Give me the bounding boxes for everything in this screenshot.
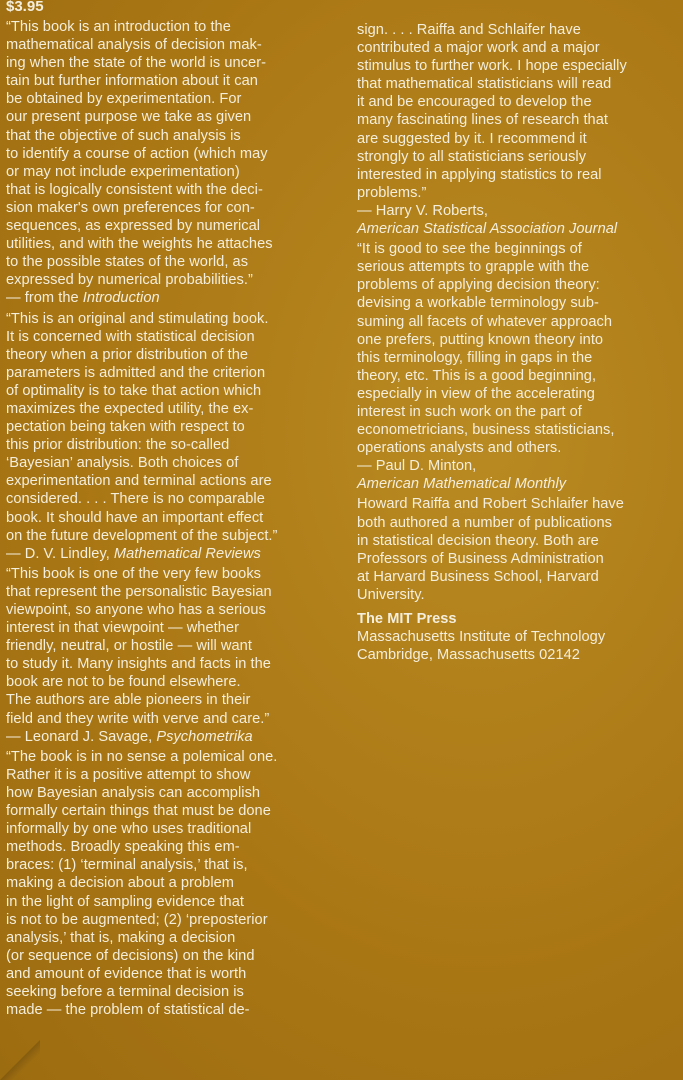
quote-line: “This is an original and stimulating book.: [6, 310, 269, 327]
quote-line: “The book is in no sense a polemical one.: [6, 748, 278, 765]
quote-line: field and they write with verve and care.”: [6, 710, 270, 727]
quote-line: “This book is an introduction to the: [6, 19, 231, 35]
quote-line: contributed a major work and a major: [357, 40, 600, 57]
quote-line: sequences, as expressed by numerical: [6, 218, 261, 235]
quote-line: especially in view of the accelerating: [357, 385, 595, 402]
quote-line: braces: (1) ‘terminal analysis,’ that is,: [6, 857, 248, 874]
quote-line: this prior distribution: the so-called: [6, 437, 230, 454]
quote-line: made — the problem of statistical de-: [6, 1002, 250, 1019]
quote-line: serious attempts to grapple with the: [357, 259, 590, 276]
quote-line: Rather it is a positive attempt to show: [6, 766, 251, 783]
attribution: [357, 202, 683, 220]
attribution-name: — Leonard J. Savage,: [6, 728, 157, 745]
quote-line: pectation being taken with respect to: [6, 419, 245, 436]
quote-line: book. It should have an important effect: [6, 509, 264, 526]
attribution-source: Mathematical Reviews: [113, 545, 261, 562]
quote-line: problems.”: [357, 184, 427, 201]
price-label: $3.95: [6, 0, 44, 15]
quote-line: that is logically consistent with the deci-: [6, 181, 263, 198]
quote-line: at Harvard Business School, Harvard: [357, 568, 599, 585]
attribution: [6, 289, 346, 307]
quote-line: and amount of evidence that is worth: [6, 965, 247, 982]
quote-line: this terminology, filling in gaps in the: [357, 349, 593, 366]
corner-crease: [0, 1030, 40, 1080]
quote-line: friendly, neutral, or hostile — will want: [6, 638, 252, 655]
quote-line: stimulus to further work. I hope especially: [357, 58, 627, 75]
quote-line: tain but further information about it can: [6, 73, 258, 90]
quote-line: methods. Broadly speaking this em-: [6, 839, 240, 856]
quote-line: are suggested by it. I recommend it: [357, 130, 587, 147]
attribution-source: American Statistical Association Journal: [357, 221, 618, 238]
attribution: [6, 728, 346, 746]
quote-line: in statistical decision theory. Both are: [357, 532, 599, 549]
attribution-name: — from the: [6, 290, 83, 307]
quote-line: maximizes the expected utility, the ex-: [6, 400, 254, 417]
quote-line: our present purpose we take as given: [6, 109, 252, 126]
quote-line: book are not to be found elsewhere.: [6, 674, 241, 691]
quote-line: sion maker's own preferences for con-: [6, 199, 255, 216]
quote-line: to identify a course of action (which may: [6, 145, 268, 162]
quote-line: both authored a number of publications: [357, 514, 613, 531]
quote-line: formally certain things that must be done: [6, 803, 271, 820]
review-quote: [6, 748, 346, 1021]
quote-line: to study it. Many insights and facts in the: [6, 656, 271, 673]
quote-line: utilities, and with the weights he attaches: [6, 236, 273, 253]
right-column: [357, 21, 683, 664]
quote-line: mathematical analysis of decision mak-: [6, 37, 262, 54]
quote-line: that mathematical statisticians will read: [357, 76, 612, 93]
publisher-name: The MIT Press: [357, 611, 457, 627]
quote-line: interest in that viewpoint — whether: [6, 620, 239, 637]
quote-line: strongly to all statisticians seriously: [357, 148, 587, 165]
quote-line: that the objective of such analysis is: [6, 127, 241, 144]
quote-line: one prefers, putting known theory into: [357, 331, 604, 348]
author-bio: [357, 495, 683, 606]
quote-line: The authors are able pioneers in their: [6, 692, 251, 709]
quote-line: in the light of sampling evidence that: [6, 893, 244, 910]
quote-line: theory when a prior distribution of the: [6, 346, 249, 363]
quote-line: ‘Bayesian’ analysis. Both choices of: [6, 455, 239, 472]
quote-line: expressed by numerical probabilities.”: [6, 272, 253, 289]
review-quote: [6, 310, 346, 565]
quote-line: it and be encouraged to develop the: [357, 94, 592, 111]
review-quote: [6, 18, 346, 310]
quote-line: Professors of Business Administration: [357, 550, 604, 567]
quote-line: operations analysts and others.: [357, 440, 562, 457]
publisher-address: Cambridge, Massachusetts 02142: [357, 647, 580, 664]
quote-line: (or sequence of decisions) on the kind: [6, 947, 255, 964]
quote-line: or may not include experimentation): [6, 163, 240, 180]
quote-line: experimentation and terminal actions are: [6, 473, 272, 490]
quote-line: University.: [357, 586, 425, 603]
attribution-name: — Harry V. Roberts,: [357, 202, 488, 219]
quote-line: seeking before a terminal decision is: [6, 983, 244, 1000]
quote-line: interested in applying statistics to real: [357, 166, 602, 183]
quote-line: parameters is admitted and the criterion: [6, 364, 266, 381]
quote-line: interest in such work on the part of: [357, 403, 582, 420]
quote-line: devising a workable terminology sub-: [357, 295, 599, 312]
quote-line: how Bayesian analysis can accomplish: [6, 784, 261, 801]
quote-line: sign. . . . Raiffa and Schlaifer have: [357, 22, 581, 38]
attribution: [6, 545, 346, 563]
quote-line: “It is good to see the beginnings of: [357, 241, 582, 258]
quote-line: be obtained by experimentation. For: [6, 91, 242, 108]
quote-line: viewpoint, so anyone who has a serious: [6, 602, 266, 618]
review-quote: [6, 565, 346, 748]
publisher-institution: Massachusetts Institute of Technology: [357, 629, 606, 646]
quote-line: econometricians, business statisticians,: [357, 422, 615, 439]
review-quote: [357, 240, 683, 495]
quote-line: of optimality is to take that action which: [6, 382, 262, 399]
quote-line: Howard Raiffa and Robert Schlaifer have: [357, 496, 624, 513]
quote-line: considered. . . . There is no comparable: [6, 491, 265, 508]
quote-line: to the possible states of the world, as: [6, 254, 249, 271]
quote-line: theory, etc. This is a good beginning,: [357, 367, 597, 384]
attribution-name: — D. V. Lindley,: [6, 545, 114, 562]
quote-line: making a decision about a problem: [6, 875, 234, 892]
review-quote: [357, 21, 683, 240]
attribution-source: Introduction: [82, 290, 160, 307]
attribution-source: American Mathematical Monthly: [357, 476, 567, 493]
quote-line: It is concerned with statistical decision: [6, 328, 255, 345]
quote-line: that represent the personalistic Bayesian: [6, 583, 272, 600]
quote-line: “This book is one of the very few books: [6, 565, 262, 582]
quote-line: suming all facets of whatever approach: [357, 313, 612, 330]
attribution-name: — Paul D. Minton,: [357, 458, 477, 475]
quote-line: is not to be augmented; (2) ‘preposterior: [6, 911, 268, 928]
attribution-source: Psychometrika: [156, 728, 253, 745]
quote-line: informally by one who uses traditional: [6, 821, 252, 838]
attribution: [357, 457, 683, 475]
quote-line: ing when the state of the world is uncer-: [6, 55, 267, 72]
left-column: [6, 18, 346, 1021]
quote-line: many fascinating lines of research that: [357, 112, 608, 129]
quote-line: problems of applying decision theory:: [357, 277, 600, 294]
quote-line: on the future development of the subject.”: [6, 527, 278, 544]
quote-line: analysis,’ that is, making a decision: [6, 929, 236, 946]
